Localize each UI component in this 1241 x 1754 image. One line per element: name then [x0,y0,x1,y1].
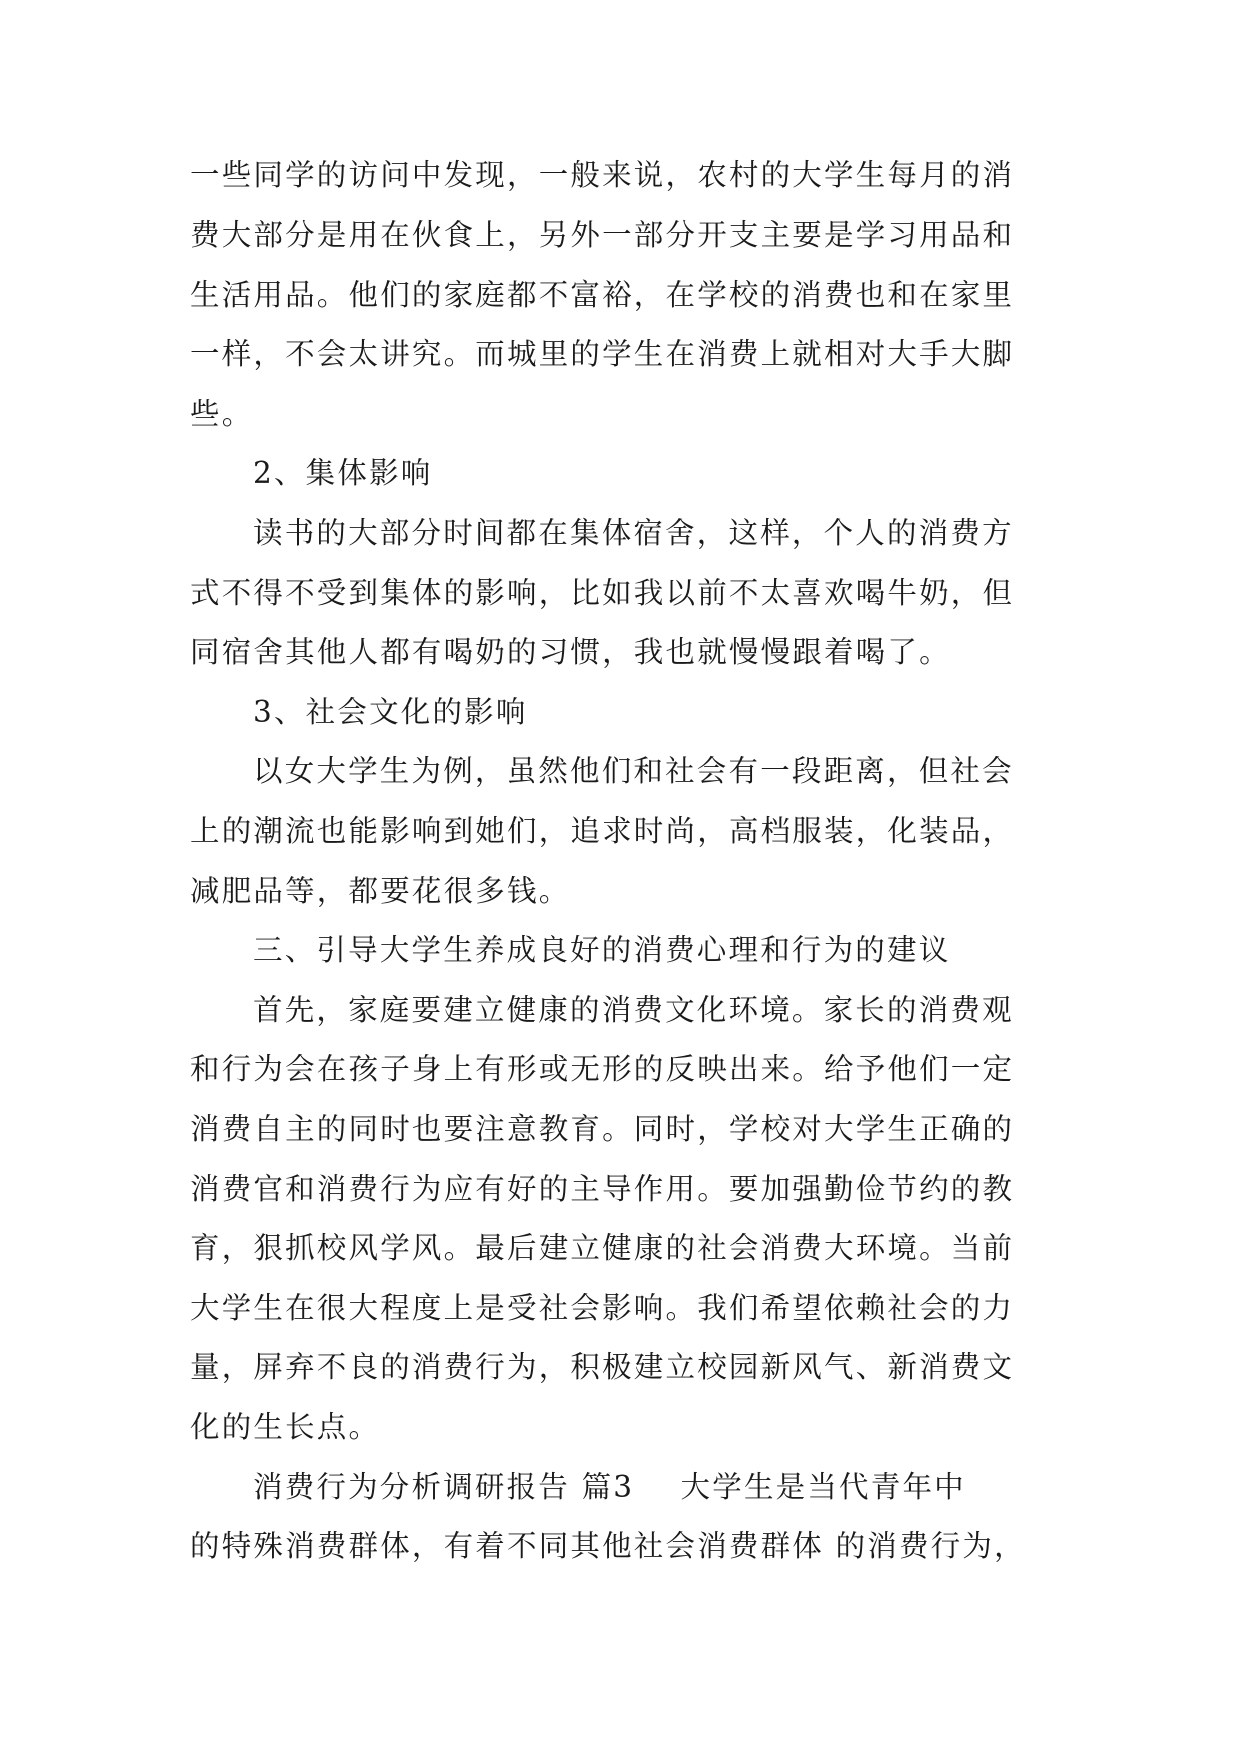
text-line: 以女大学生为例，虽然他们和社会有一段距离，但社会 [253,754,1014,788]
text-line: 些。 [190,397,254,431]
section-heading: 2、集体影响 [253,456,433,490]
text-line: 同宿舍其他人都有喝奶的习惯，我也就慢慢跟着喝了。 [190,635,951,669]
text-line: 的特殊消费群体，有着不同其他社会消费群体 的消费行为， [190,1529,1026,1563]
text-line: 量，屏弃不良的消费行为，积极建立校园新风气、新消费文 [190,1350,1015,1384]
text-line: 化的生长点。 [190,1410,381,1444]
text-line: 消费自主的同时也要注意教育。同时，学校对大学生正确的 [190,1112,1015,1146]
text-line: 大学生在很大程度上是受社会影响。我们希望依赖社会的力 [190,1291,1015,1325]
section-heading: 三、引导大学生养成良好的消费心理和行为的建议 [253,933,951,967]
text-line: 消费官和消费行为应有好的主导作用。要加强勤俭节约的教 [190,1172,1015,1206]
text-line: 育，狠抓校风学风。最后建立健康的社会消费大环境。当前 [190,1231,1015,1265]
text-line: 费大部分是用在伙食上，另外一部分开支主要是学习用品和 [190,218,1015,252]
text-line: 减肥品等，都要花很多钱。 [190,874,571,908]
text-line: 一些同学的访问中发现，一般来说，农村的大学生每月的消 [190,158,1015,192]
text-line: 一样，不会太讲究。而城里的学生在消费上就相对大手大脚 [190,337,1015,371]
text-line: 消费行为分析调研报告 篇3 大学生是当代青年中 [253,1470,966,1504]
text-line: 生活用品。他们的家庭都不富裕，在学校的消费也和在家里 [190,278,1015,312]
text-line: 读书的大部分时间都在集体宿舍，这样，个人的消费方 [253,516,1014,550]
text-line: 式不得不受到集体的影响，比如我以前不太喜欢喝牛奶，但 [190,576,1015,610]
text-line: 和行为会在孩子身上有形或无形的反映出来。给予他们一定 [190,1052,1015,1086]
text-line: 上的潮流也能影响到她们，追求时尚，高档服装，化装品， [190,814,1015,848]
text-line: 首先，家庭要建立健康的消费文化环境。家长的消费观 [253,993,1014,1027]
section-heading: 3、社会文化的影响 [253,695,528,729]
